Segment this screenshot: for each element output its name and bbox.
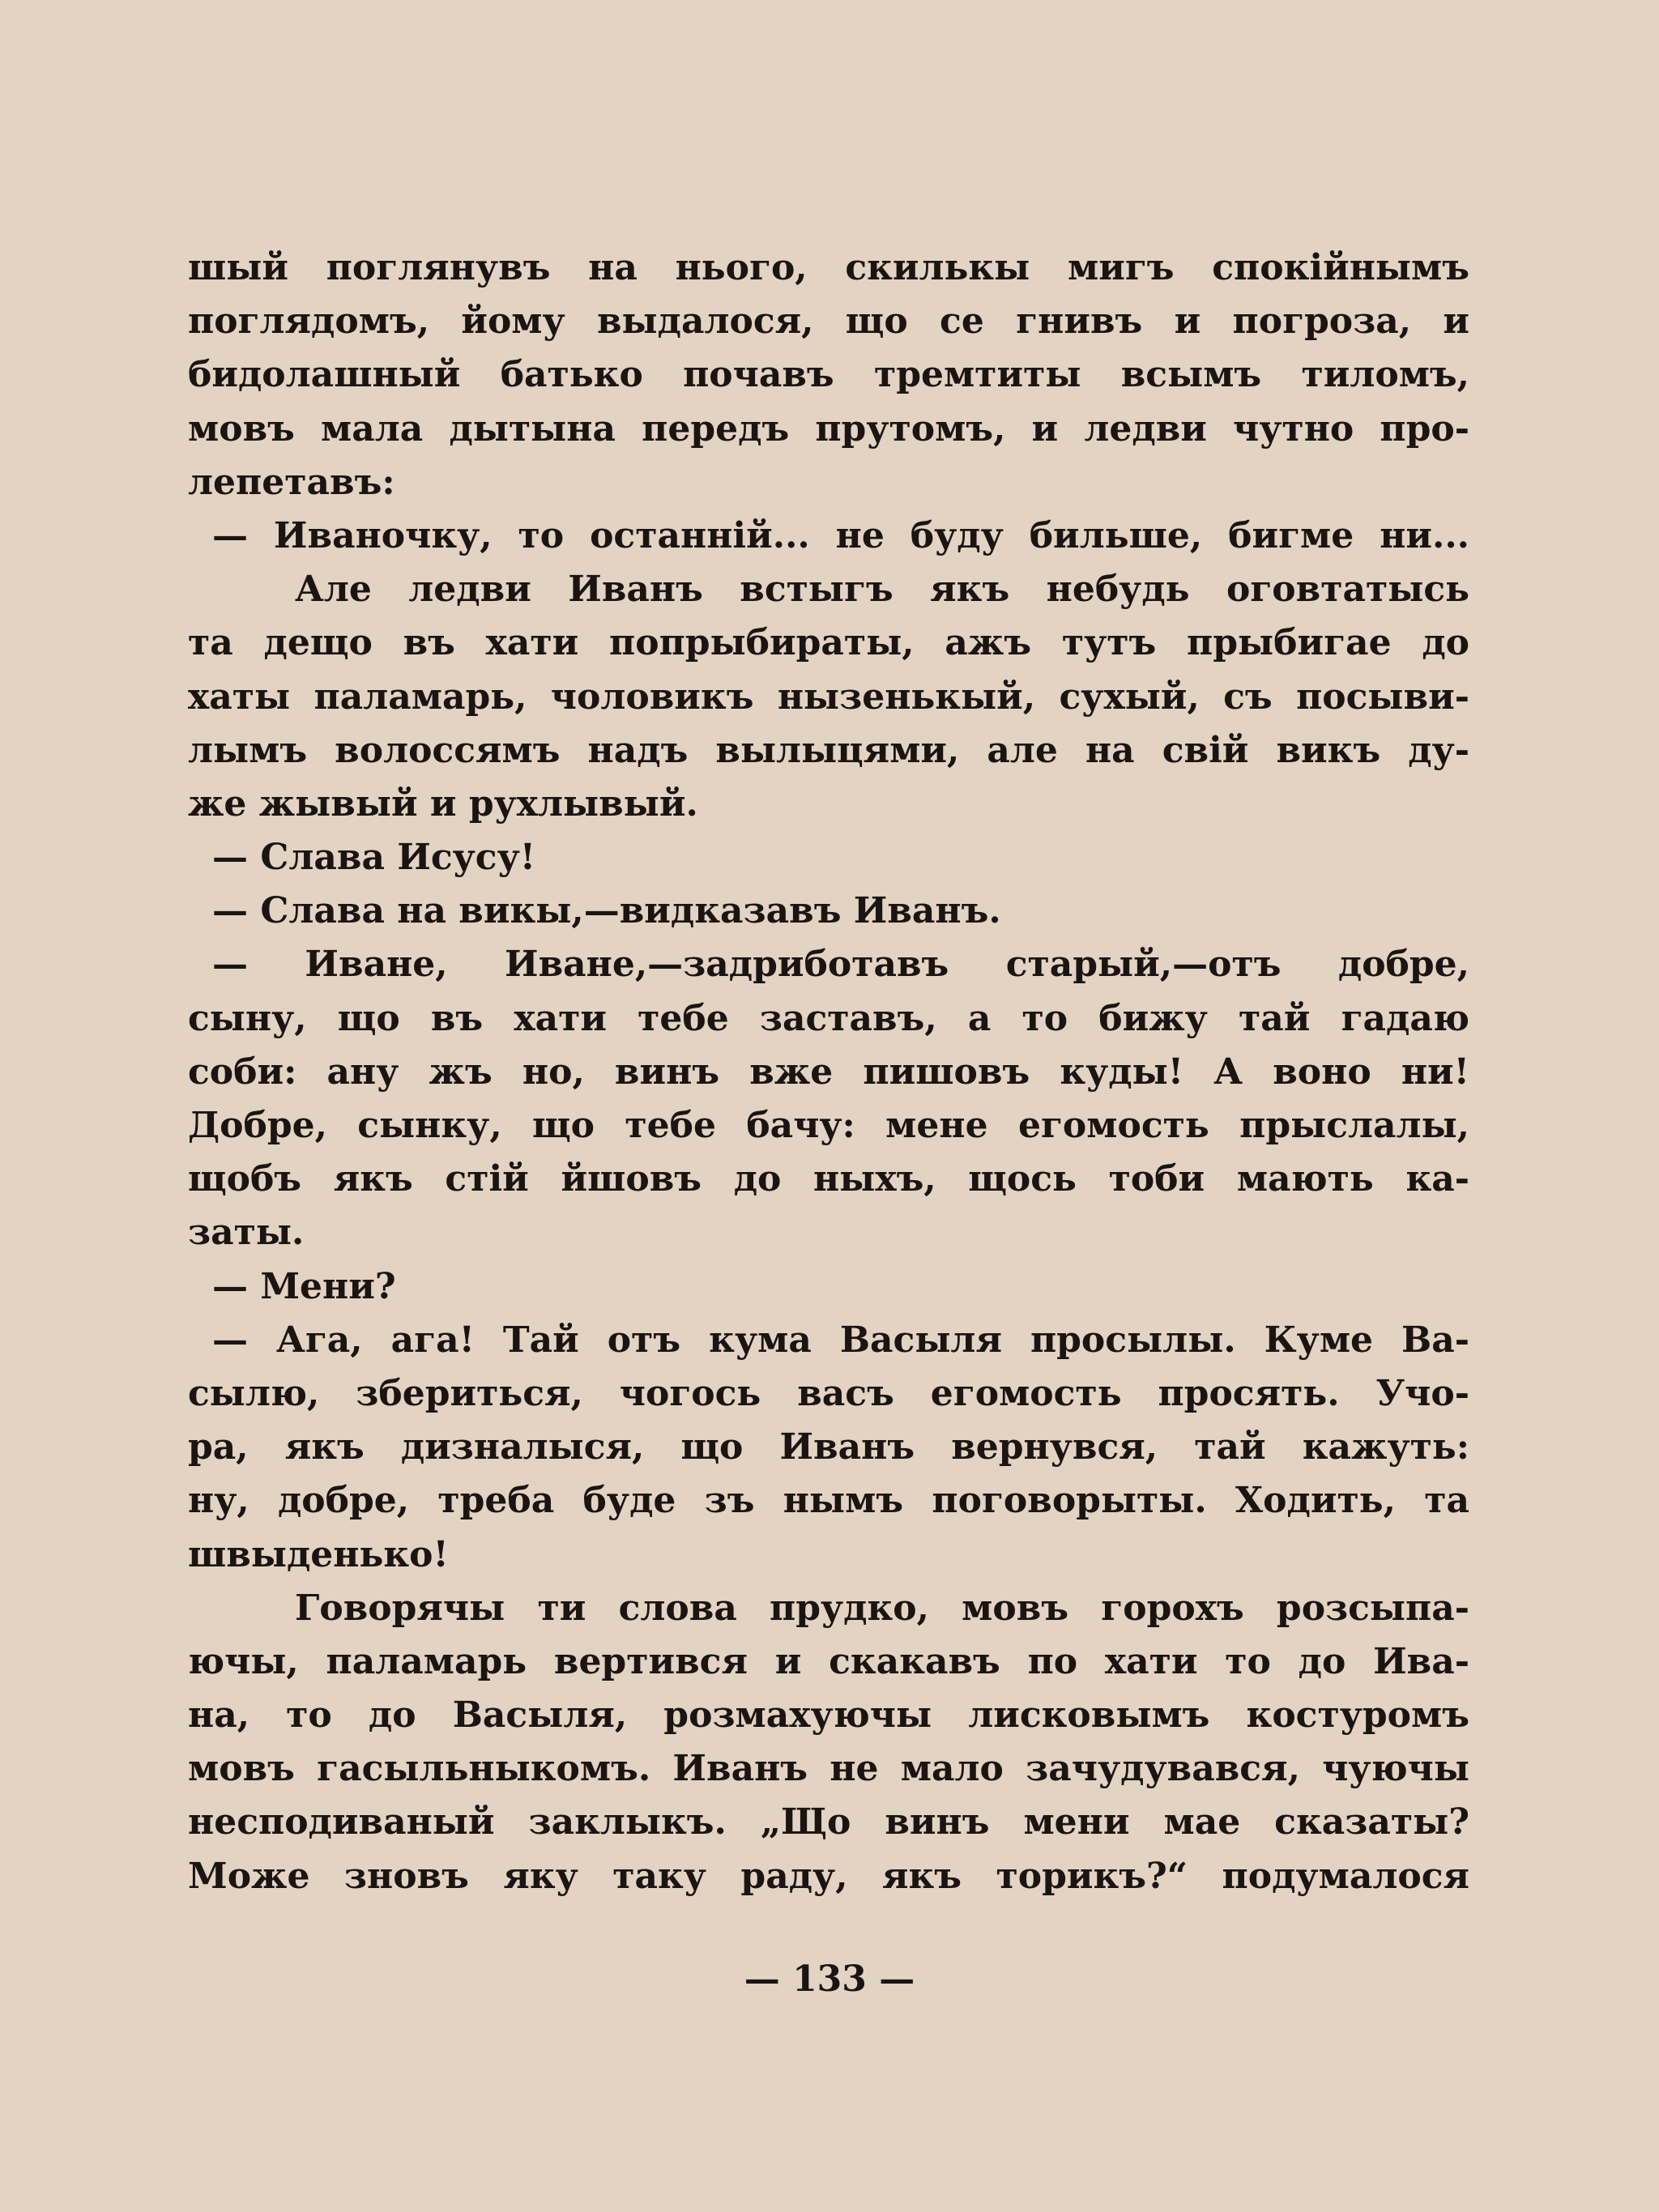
paragraph-start-line: Але ледви Иванъ встыгъ якъ небудь оговтатысь bbox=[295, 569, 1469, 611]
text-line: Може зновъ яку таку раду, якъ торикъ?“ подумалося bbox=[188, 1855, 1469, 1897]
page-text bbox=[188, 241, 1469, 1903]
text-line: мовъ гасыльныкомъ. Иванъ не мало зачудувався, чуючы bbox=[188, 1748, 1469, 1790]
text-line: ра, якъ дизналыся, що Иванъ вернувся, тай кажуть: bbox=[188, 1426, 1469, 1468]
text-line: лепетавъ: bbox=[188, 461, 395, 503]
paragraph-start-line: Говорячы ти слова прудко, мовъ горохъ розсыпа- bbox=[295, 1587, 1469, 1629]
text-line: шый поглянувъ на нього, скилькы мигъ спокiйнымъ bbox=[188, 247, 1469, 288]
text-line: несподиваный заклыкъ. „Що винъ мени мае сказаты? bbox=[188, 1801, 1469, 1843]
text-line: соби: ану жъ но, винъ вже пишовъ куды! А воно ни! bbox=[188, 1051, 1469, 1093]
text-line: хаты паламарь, чоловикъ нызенькый, сухый, съ посыви- bbox=[188, 676, 1469, 718]
text-line: сылю, збериться, чогось васъ егомость просять. Учо- bbox=[188, 1372, 1469, 1414]
text-line: швыденько! bbox=[188, 1533, 449, 1575]
text-line: щобъ якъ стiй йшовъ до ныхъ, щось тоби мають ка- bbox=[188, 1158, 1469, 1200]
text-line: поглядомъ, йому выдалося, що се гнивъ и погроза, и bbox=[188, 300, 1469, 343]
text-line: лымъ волоссямъ надъ вылыцями, але на свiй викъ ду- bbox=[188, 729, 1469, 771]
dialogue-line: — Мени? bbox=[212, 1265, 396, 1307]
dialogue-line: — Слава Исусу! bbox=[212, 837, 536, 879]
text-line: же жывый и рухлывый. bbox=[188, 782, 698, 825]
text-line: сыну, що въ хати тебе заставъ, а то бижу тай гадаю bbox=[188, 997, 1469, 1039]
text-line: та дещо въ хати попрыбираты, ажъ тутъ прыбигае до bbox=[188, 622, 1469, 664]
text-line: мовъ мала дытына передъ прутомъ, и ледви чутно про- bbox=[188, 407, 1469, 450]
dialogue-line: — Иване, Иване,—задриботавъ старый,—отъ добре, bbox=[212, 944, 1469, 986]
text-line: бидолашный батько почавъ тремтиты всымъ тиломъ, bbox=[188, 354, 1469, 396]
text-line: ючы, паламарь вертився и скакавъ по хати то до Ива- bbox=[188, 1640, 1469, 1682]
text-line: заты. bbox=[188, 1212, 305, 1254]
dialogue-line: — Ага, ага! Тай отъ кума Васыля просылы. Куме Ва- bbox=[212, 1319, 1469, 1361]
text-line: ну, добре, треба буде зъ нымъ поговорыты. Ходить, та bbox=[188, 1480, 1469, 1522]
dialogue-line: — Слава на викы,—видказавъ Иванъ. bbox=[212, 890, 1001, 932]
text-line: на, то до Васыля, розмахуючы лисковымъ костуромъ bbox=[188, 1694, 1469, 1737]
text-line: Добре, сынку, що тебе бачу: мене егомость прыслалы, bbox=[188, 1105, 1469, 1146]
page-number: — 133 — bbox=[744, 1958, 915, 2000]
dialogue-line: — Иваночку, то останнiй... не буду бильше, бигме ни... bbox=[212, 514, 1469, 556]
